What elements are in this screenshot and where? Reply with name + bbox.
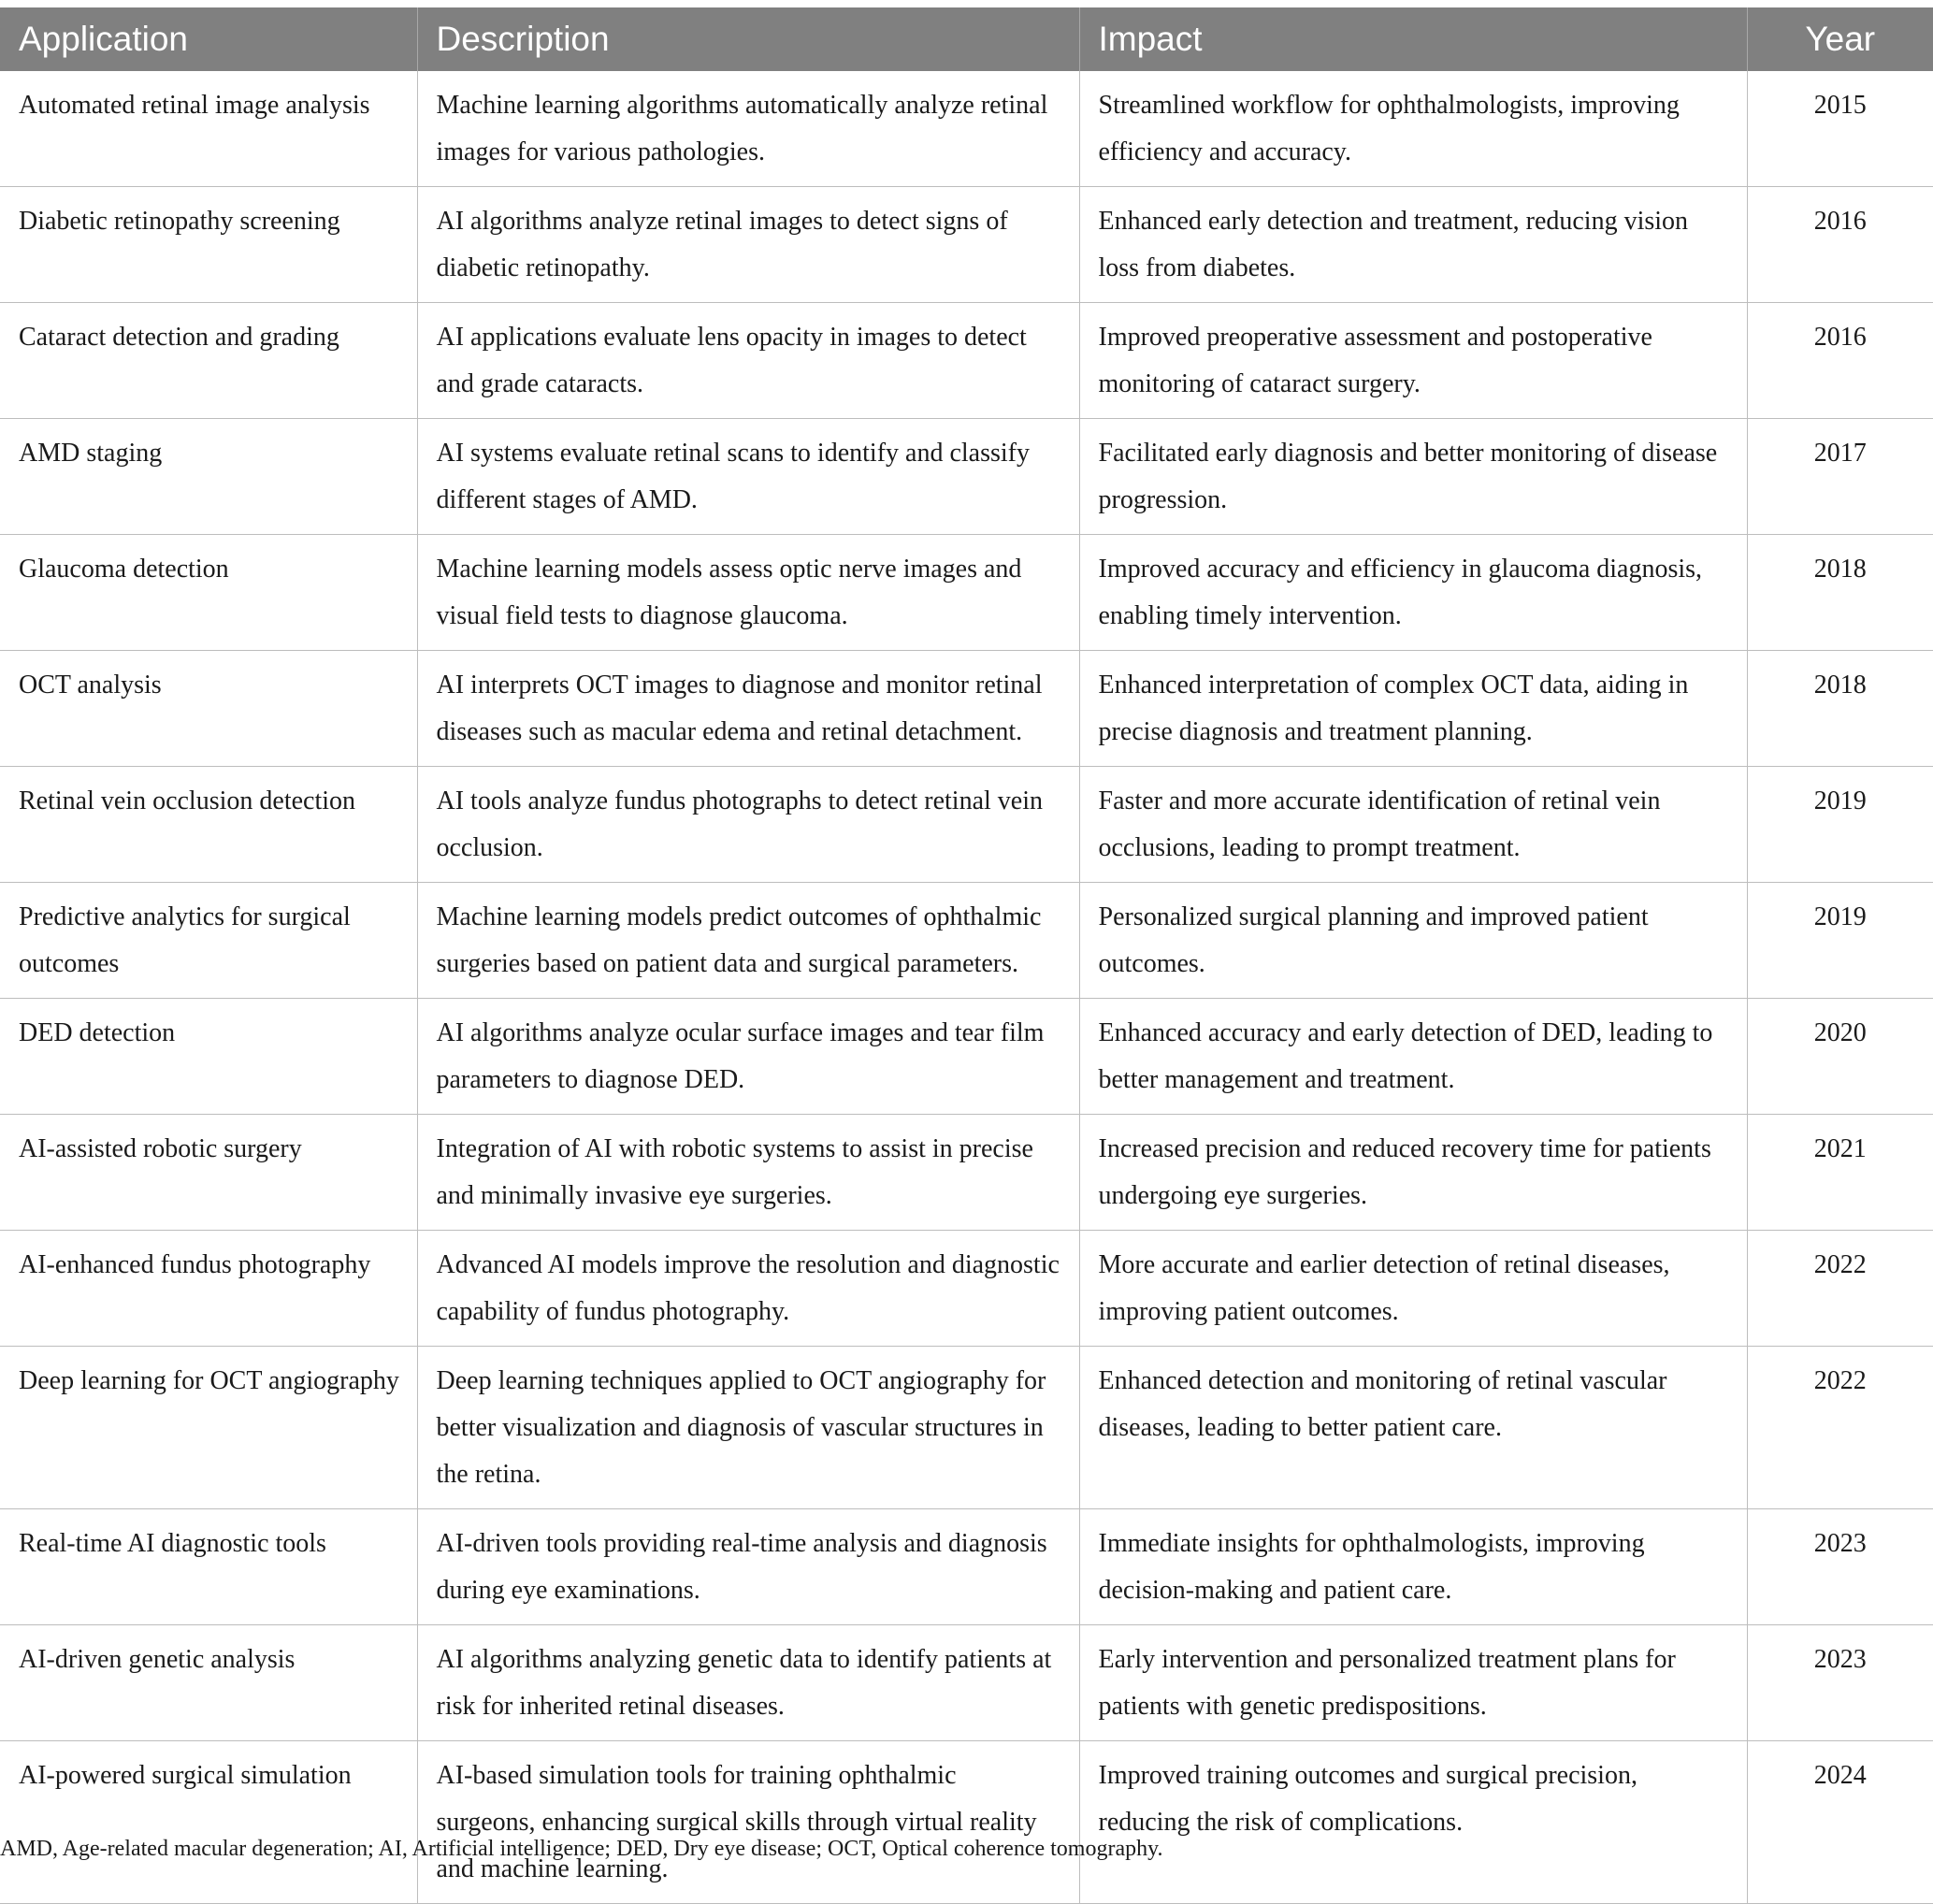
cell-year: 2016 [1747,303,1933,419]
cell-year: 2024 [1747,1741,1933,1904]
cell-application: OCT analysis [0,651,417,767]
cell-application: Deep learning for OCT angiography [0,1347,417,1509]
table-row [0,1115,1933,1231]
cell-description: AI applications evaluate lens opacity in images to detect and grade cataracts. [417,303,1079,419]
cell-year: 2015 [1747,71,1933,187]
header-application: Application [0,7,417,71]
cell-year: 2018 [1747,535,1933,651]
table-row [0,71,1933,187]
cell-application: AI-powered surgical simulation [0,1741,417,1904]
cell-description: AI-based simulation tools for training ophthalmic surgeons, enhancing surgical skills through virtual reality and machine learning. [417,1741,1079,1904]
table-row [0,1625,1933,1741]
table-row [0,535,1933,651]
cell-application: Predictive analytics for surgical outcomes [0,883,417,999]
cell-description: AI algorithms analyzing genetic data to identify patients at risk for inherited retinal diseases. [417,1625,1079,1741]
cell-application: AI-driven genetic analysis [0,1625,417,1741]
cell-application: DED detection [0,999,417,1115]
cell-impact: Enhanced interpretation of complex OCT data, aiding in precise diagnosis and treatment planning. [1079,651,1747,767]
cell-application: Retinal vein occlusion detection [0,767,417,883]
cell-year: 2023 [1747,1509,1933,1625]
cell-application: Automated retinal image analysis [0,71,417,187]
cell-year: 2021 [1747,1115,1933,1231]
cell-description: AI-driven tools providing real-time analysis and diagnosis during eye examinations. [417,1509,1079,1625]
cell-impact: Facilitated early diagnosis and better monitoring of disease progression. [1079,419,1747,535]
cell-year: 2016 [1747,187,1933,303]
header-year: Year [1747,7,1933,71]
cell-year: 2017 [1747,419,1933,535]
cell-application: Real-time AI diagnostic tools [0,1509,417,1625]
header-description: Description [417,7,1079,71]
cell-description: AI interprets OCT images to diagnose and monitor retinal diseases such as macular edema and retinal detachment. [417,651,1079,767]
table-row [0,1741,1933,1904]
table-row [0,1509,1933,1625]
cell-year: 2023 [1747,1625,1933,1741]
header-impact: Impact [1079,7,1747,71]
cell-application: AI-assisted robotic surgery [0,1115,417,1231]
cell-description: Machine learning models assess optic nerve images and visual field tests to diagnose glaucoma. [417,535,1079,651]
ai-applications-table-container [0,7,1933,1904]
cell-impact: Early intervention and personalized treatment plans for patients with genetic predispositions. [1079,1625,1747,1741]
cell-impact: Enhanced detection and monitoring of retinal vascular diseases, leading to better patient care. [1079,1347,1747,1509]
table-body [0,71,1933,1904]
cell-impact: Faster and more accurate identification of retinal vein occlusions, leading to prompt treatment. [1079,767,1747,883]
cell-description: AI algorithms analyze ocular surface images and tear film parameters to diagnose DED. [417,999,1079,1115]
table-row [0,767,1933,883]
cell-application: AMD staging [0,419,417,535]
ai-applications-table [0,7,1933,1904]
cell-impact: Improved preoperative assessment and postoperative monitoring of cataract surgery. [1079,303,1747,419]
cell-description: AI tools analyze fundus photographs to detect retinal vein occlusion. [417,767,1079,883]
cell-impact: Enhanced early detection and treatment, reducing vision loss from diabetes. [1079,187,1747,303]
table-row [0,651,1933,767]
cell-description: AI systems evaluate retinal scans to identify and classify different stages of AMD. [417,419,1079,535]
table-row [0,187,1933,303]
cell-year: 2018 [1747,651,1933,767]
header-row [0,7,1933,71]
cell-year: 2019 [1747,883,1933,999]
cell-impact: More accurate and earlier detection of retinal diseases, improving patient outcomes. [1079,1231,1747,1347]
table-row [0,1347,1933,1509]
cell-impact: Personalized surgical planning and improved patient outcomes. [1079,883,1747,999]
cell-description: AI algorithms analyze retinal images to detect signs of diabetic retinopathy. [417,187,1079,303]
cell-application: Glaucoma detection [0,535,417,651]
cell-year: 2020 [1747,999,1933,1115]
cell-impact: Streamlined workflow for ophthalmologists, improving efficiency and accuracy. [1079,71,1747,187]
table-row [0,999,1933,1115]
cell-impact: Increased precision and reduced recovery time for patients undergoing eye surgeries. [1079,1115,1747,1231]
table-row [0,303,1933,419]
cell-description: Advanced AI models improve the resolution and diagnostic capability of fundus photography. [417,1231,1079,1347]
table-row [0,419,1933,535]
table-footnote: AMD, Age-related macular degeneration; AI, Artificial intelligence; DED, Dry eye disease; OCT, Optical coherence tomography. [0,1837,1163,1861]
cell-description: Integration of AI with robotic systems to assist in precise and minimally invasive eye surgeries. [417,1115,1079,1231]
cell-description: Deep learning techniques applied to OCT angiography for better visualization and diagnosis of vascular structures in the retina. [417,1347,1079,1509]
cell-year: 2022 [1747,1231,1933,1347]
cell-impact: Improved training outcomes and surgical precision, reducing the risk of complications. [1079,1741,1747,1904]
table-row [0,883,1933,999]
cell-application: AI-enhanced fundus photography [0,1231,417,1347]
cell-application: Cataract detection and grading [0,303,417,419]
cell-year: 2022 [1747,1347,1933,1509]
cell-description: Machine learning algorithms automatically analyze retinal images for various pathologies. [417,71,1079,187]
cell-impact: Enhanced accuracy and early detection of DED, leading to better management and treatment. [1079,999,1747,1115]
table-header [0,7,1933,71]
table-row [0,1231,1933,1347]
cell-application: Diabetic retinopathy screening [0,187,417,303]
cell-impact: Improved accuracy and efficiency in glaucoma diagnosis, enabling timely intervention. [1079,535,1747,651]
cell-year: 2019 [1747,767,1933,883]
cell-impact: Immediate insights for ophthalmologists, improving decision-making and patient care. [1079,1509,1747,1625]
cell-description: Machine learning models predict outcomes of ophthalmic surgeries based on patient data and surgical parameters. [417,883,1079,999]
